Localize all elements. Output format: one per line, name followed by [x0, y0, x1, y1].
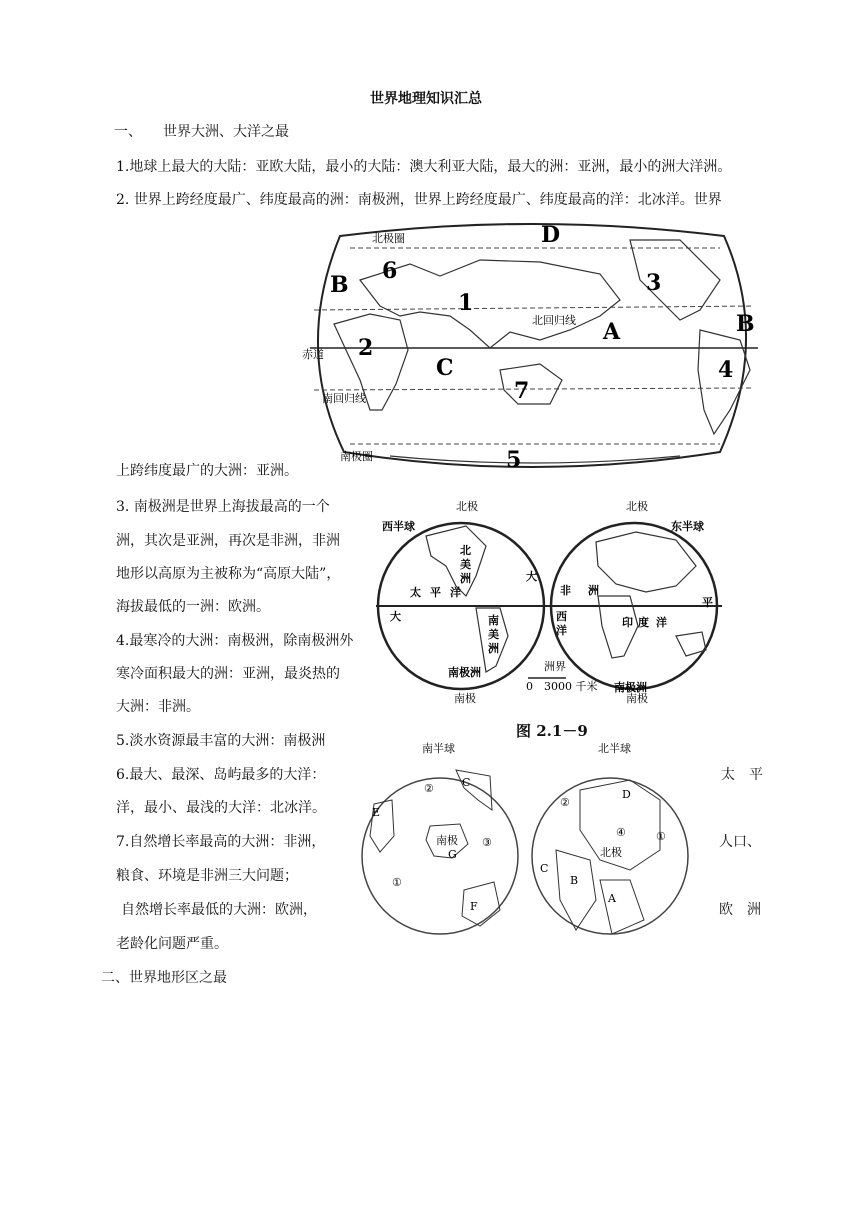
hemi-label-6: 洋 — [450, 586, 461, 599]
north-hemisphere-title: 北半球 — [598, 742, 631, 755]
hemi-label-14: 非 — [560, 584, 571, 597]
paragraph-6-line-2: 洋，最小、最浅的大洋：北冰洋。 — [116, 800, 326, 816]
hemi-label-19: 南极洲 — [448, 666, 481, 679]
paragraph-1: 1.地球上最大的大陆：亚欧大陆，最小的大陆：澳大利亚大陆，最大的洲：亚洲，最小的洲大洋洲。 — [116, 159, 732, 175]
south-hemisphere-title: 南半球 — [422, 742, 455, 755]
paragraph-7-line-3-right: 欧 洲 — [719, 902, 761, 918]
hemi-label-8: 南 — [488, 614, 499, 627]
polar-views-figure — [360, 740, 696, 946]
paragraph-5: 5.淡水资源最丰富的大洲：南极洲 — [116, 733, 326, 749]
hemi-label-15: 洲 — [588, 584, 599, 597]
north-label-2: ② — [560, 796, 570, 809]
south-pole-left: 南极 — [454, 692, 476, 705]
paragraph-2: 2. 世界上跨经度最广、纬度最高的洲：南极洲，世界上跨经度最广、纬度最高的洋：北冰洋。世界 — [116, 192, 722, 208]
figure-caption: 图 2.1－9 — [516, 722, 588, 740]
equator-label: 赤道 — [302, 348, 324, 361]
hemi-label-21: 平 — [702, 596, 713, 609]
north-pole-right: 北极 — [626, 500, 648, 513]
south-label-7: 南极 — [436, 834, 458, 847]
paragraph-7-line-1-right: 人口、 — [719, 834, 761, 850]
paragraph-4-line-3: 大洲：非洲。 — [116, 699, 200, 715]
hemi-label-17: 度 — [638, 616, 649, 629]
east-hemisphere-label: 东半球 — [671, 520, 704, 533]
hemi-label-11: 大 — [390, 610, 401, 623]
label-7: 7 — [514, 378, 530, 404]
north-label-6: C — [540, 862, 549, 875]
label-2: 2 — [358, 335, 374, 361]
north-pole-left: 北极 — [456, 500, 478, 513]
label-6: 6 — [382, 258, 398, 284]
north-tropic-label: 北回归线 — [532, 314, 576, 327]
paragraph-6-line-1: 6.最大、最深、岛屿最多的大洋： — [116, 767, 326, 783]
north-label-8: A — [608, 892, 616, 905]
hemi-label-5: 平 — [430, 586, 441, 599]
paragraph-3-line-2: 洲，其次是亚洲，再次是非洲，非洲 — [116, 533, 340, 549]
scale-label: 0 3000 千米 — [526, 680, 598, 693]
hemi-label-16: 印 — [622, 616, 633, 629]
north-label-3: ① — [656, 830, 666, 843]
label-c: C — [436, 355, 454, 381]
hemi-label-12: 西 — [556, 610, 567, 623]
west-hemisphere-label: 西半球 — [382, 520, 415, 533]
paragraph-7-line-3: 自然增长率最低的大洲：欧洲， — [121, 902, 317, 918]
hemispheres-figure — [376, 496, 722, 706]
label-3: 3 — [646, 270, 662, 296]
label-d: D — [541, 222, 561, 248]
south-label-3: E — [372, 806, 381, 819]
hemi-label-20: 南极洲 — [614, 681, 647, 694]
south-label-6: F — [470, 900, 478, 913]
paragraph-3-line-4: 海拔最低的一洲：欧洲。 — [116, 599, 270, 615]
label-5: 5 — [506, 447, 522, 473]
south-label-1: ② — [424, 782, 434, 795]
scale-note: 洲界 — [544, 660, 566, 673]
paragraph-2-cont: 上跨纬度最广的大洲：亚洲。 — [116, 463, 298, 479]
hemi-label-10: 洲 — [488, 642, 499, 655]
page-title: 世界地理知识汇总 — [370, 91, 482, 107]
paragraph-7-line-2: 粮食、环境是非洲三大问题； — [116, 868, 298, 884]
hemi-label-2: 美 — [460, 558, 471, 571]
hemi-label-9: 美 — [488, 628, 499, 641]
north-label-4: ④ — [616, 826, 626, 839]
paragraph-7-line-1: 7.自然增长率最高的大洲：非洲， — [116, 834, 326, 850]
paragraph-7-line-4: 老龄化问题严重。 — [116, 936, 228, 952]
paragraph-3-line-1: 3. 南极洲是世界上海拔最高的一个 — [116, 499, 330, 515]
hemi-label-18: 洋 — [656, 616, 667, 629]
north-polar-label: 北极圈 — [372, 232, 405, 245]
south-pole-right: 南极 — [626, 692, 648, 705]
label-a: A — [603, 319, 621, 345]
hemi-label-13: 洋 — [556, 624, 567, 637]
south-tropic-label: 南回归线 — [322, 392, 366, 405]
hemi-label-3: 洲 — [460, 572, 471, 585]
south-label-8: G — [448, 848, 457, 861]
north-label-1: D — [622, 788, 631, 801]
south-label-5: ① — [392, 876, 402, 889]
hemi-label-4: 太 — [410, 586, 421, 599]
south-polar-label: 南极圈 — [340, 450, 373, 463]
label-1: 1 — [458, 290, 474, 316]
paragraph-6-line-1-right: 太 平 — [721, 767, 763, 783]
section-heading-2: 二、世界地形区之最 — [101, 970, 227, 986]
hemi-label-1: 北 — [460, 544, 471, 557]
label-b-left: B — [330, 272, 349, 298]
label-4: 4 — [718, 357, 734, 383]
north-label-7: B — [570, 874, 579, 887]
paragraph-4-line-2: 寒冷面积最大的洲：亚洲，最炎热的 — [116, 666, 340, 682]
south-label-2: C — [462, 776, 471, 789]
north-label-5: 北极 — [600, 846, 622, 859]
world-map-figure — [300, 220, 764, 476]
paragraph-4-line-1: 4.最寒冷的大洲：南极洲，除南极洲外 — [116, 633, 354, 649]
hemi-label-7: 大 — [526, 570, 537, 583]
section-heading-1: 一、 世界大洲、大洋之最 — [114, 124, 289, 140]
south-label-4: ③ — [482, 836, 492, 849]
paragraph-3-line-3: 地形以高原为主被称为“高原大陆”， — [116, 566, 341, 582]
label-b-right: B — [736, 311, 755, 337]
